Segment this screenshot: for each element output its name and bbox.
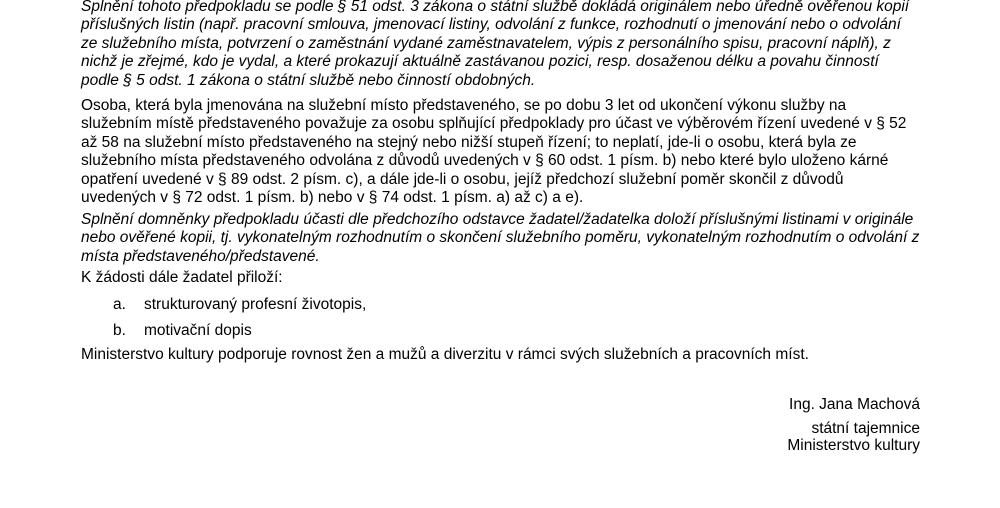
list-item-text: strukturovaný profesní životopis, [144,296,367,313]
signature-organization: Ministerstvo kultury [787,437,920,454]
signature-role: státní tajemnice [811,420,920,437]
signature-name: Ing. Jana Machová [789,396,920,413]
paragraph-equality-statement: Ministerstvo kultury podporuje rovnost žen a mužů a diverzitu v rámci svých služebních a pracovních míst. [81,346,809,363]
list-marker: a. [113,296,126,313]
paragraph-attachments-intro: K žádosti dále žadatel přiloží: [81,269,283,286]
paragraph-proof-of-experience: Splnění tohoto předpokladu se podle § 51 odst. 3 zákona o státní službě dokládá originálem nebo úředně ověřenou kopií příslušných listin (např. pracovní smlouva, jmenovací listiny, odvolání z funkce, rozhodnutí o jmenování nebo o odvolání ze služebního místa, potvrzení o zaměstnání vydané zaměstnavatelem, výpis z personálního spisu, pracovní náplň), z nichž je zřejmé, kdo je vydal, a které prokazují aktuálně zastávanou pozici, resp. dosaženou délku a povahu činností podle § 5 odst. 1 zákona o státní službě nebo činností obdobných. [81,0,910,89]
list-marker: b. [113,322,126,339]
list-item-text: motivační dopis [144,322,252,339]
paragraph-proof-of-presumption: Splnění domněnky předpokladu účasti dle předchozího odstavce žadatel/žadatelka doloží příslušnými listinami v originále nebo ověřené kopii, tj. vykonatelným rozhodnutím o skončení služebního poměru, vykonatelným rozhodnutím o odvolání z místa představeného/představené. [81,211,920,265]
paragraph-former-supervisor: Osoba, která byla jmenována na služební místo představeného, se po dobu 3 let od ukončení výkonu služby na služebním místě představeného považuje za osobu splňující předpoklady pro účast ve výběrovém řízení uvedené v § 52 až 58 na služební místo představeného na stejný nebo nižší stupeň řízení; to neplatí, jde-li o osobu, která byla ze služebního místa představeného odvolána z důvodů uvedených v § 60 odst. 1 písm. b) nebo které bylo uloženo kárné opatření uvedené v § 89 odst. 2 písm. c), a dále jde-li o osobu, jejíž předchozí služební poměr skončil z důvodů uvedených v § 72 odst. 1 písm. b) nebo v § 74 odst. 1 písm. a) až c) a e). [81,97,907,207]
